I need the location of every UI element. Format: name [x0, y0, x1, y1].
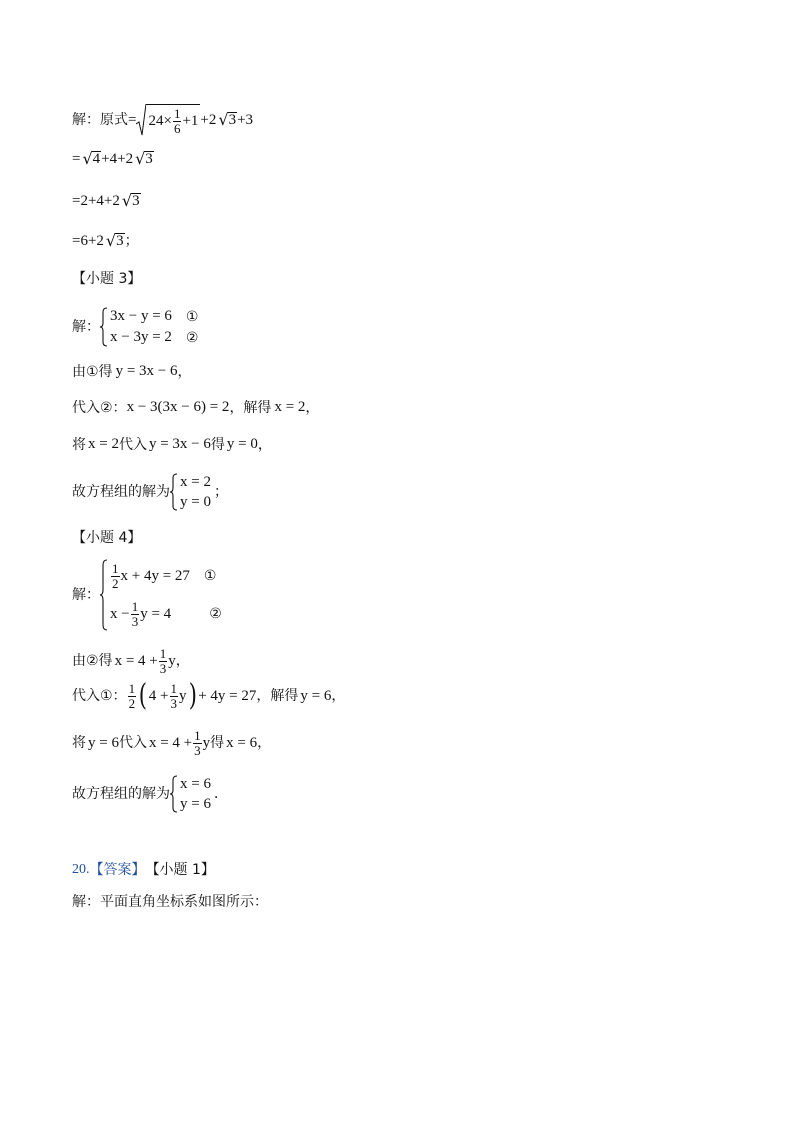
sqrt-expression [122, 193, 141, 209]
radical-expression [136, 104, 200, 136]
math-expression: x = 6 [226, 734, 258, 751]
step-text: 将 [72, 436, 86, 453]
math-expression: x = 2 [88, 436, 119, 452]
math-term: +3 [237, 111, 254, 128]
step-text: 得 [210, 436, 225, 453]
math-expression: x − 3(3x − 6) = 2 [126, 399, 230, 415]
sqrt-expression [218, 112, 237, 128]
punctuation: ； [213, 484, 228, 500]
step-text: 代入 [118, 436, 147, 453]
step-label: 解： [72, 319, 100, 335]
s3-step-2 [72, 400, 319, 415]
punctuation: ， [177, 363, 192, 380]
step-text: 故方程组的解为 [72, 786, 170, 802]
radicand: 3 [116, 233, 124, 249]
punctuation: ， [257, 735, 272, 752]
sqrt-expression [106, 233, 125, 249]
numerator: 1 [131, 598, 139, 614]
left-brace-icon [170, 473, 178, 511]
system-4 [72, 559, 222, 631]
fraction [131, 600, 140, 628]
fraction [170, 682, 179, 710]
equation-marker: ① [203, 568, 217, 584]
sqrt-expression [82, 151, 101, 167]
solution-row: x = 6 [180, 775, 211, 792]
radical-sign-icon: √ [121, 191, 133, 210]
step-text: 由②得 [72, 653, 113, 670]
left-paren-icon: ( [138, 678, 148, 713]
math-term: =2+4+2 [72, 192, 120, 209]
left-brace-icon [100, 559, 108, 631]
step-text: 将 [72, 735, 86, 752]
step-line-2 [72, 151, 154, 167]
step-line-4 [72, 233, 139, 249]
numerator: 1 [170, 680, 177, 696]
step-text: 代入①： [72, 688, 127, 704]
s3-step-1 [72, 364, 191, 379]
denominator: 6 [173, 121, 181, 136]
s3-step-3 [72, 437, 272, 452]
denominator: 3 [159, 660, 167, 676]
math-expression: 4 + [148, 687, 169, 704]
step-text: 得 [210, 735, 225, 752]
denominator: 2 [128, 695, 136, 711]
math-expression: y [168, 652, 176, 669]
denominator: 3 [194, 742, 201, 758]
step-text: ，解得 [229, 399, 272, 416]
solution-system [170, 472, 211, 512]
equals-sign: = [128, 111, 137, 128]
math-expression: y = 0 [226, 436, 258, 452]
right-paren-icon: ) [188, 678, 197, 713]
s4-step-3 [72, 729, 271, 757]
solution-system [170, 774, 211, 814]
math-expression: x = 2 [274, 399, 306, 415]
radicand: 3 [145, 151, 153, 167]
equation-marker: ② [185, 329, 199, 346]
radical-sign-icon [136, 104, 146, 136]
s3-solution [72, 472, 228, 512]
math-expression: y [202, 734, 211, 751]
equation-row: x − 3y = 2 [110, 329, 172, 345]
fraction [111, 562, 120, 590]
step-text: 代入 [118, 735, 147, 752]
step-line-1 [72, 104, 253, 136]
sqrt-expression [135, 151, 154, 167]
math-expression: y = 6 [300, 687, 332, 704]
solution-row: y = 6 [180, 795, 211, 812]
equation-marker: ② [209, 606, 222, 622]
question-number: 20. [72, 862, 90, 877]
denominator: 2 [112, 575, 119, 591]
s4-solution [72, 774, 228, 814]
radicand: 4 [92, 151, 101, 167]
radical-sign-icon: √ [135, 149, 146, 168]
math-term: =6+2 [72, 232, 104, 249]
radicand-term: 24× [148, 113, 172, 129]
question-20-line: 解：平面直角坐标系如图所示： [72, 894, 268, 910]
solution-row: y = 0 [180, 493, 211, 510]
fraction [173, 107, 182, 135]
equation-row: x − [110, 605, 130, 622]
subquestion-1-heading: 【小题 1】 [145, 862, 215, 878]
subquestion-3-heading: 【小题 3】 [72, 271, 142, 287]
fraction [193, 729, 202, 757]
denominator: 3 [131, 613, 139, 629]
solution-row: x = 2 [180, 473, 211, 490]
math-expression: + 4y = 27 [198, 687, 257, 704]
subquestion-4-heading: 【小题 4】 [72, 530, 142, 546]
math-term: +2 [200, 111, 217, 128]
step-text: ，解得 [256, 688, 299, 704]
fraction [128, 682, 137, 710]
equation-marker: ① [185, 308, 199, 325]
equation-row: x + 4y = 27 [120, 567, 190, 584]
punctuation: ， [331, 688, 346, 704]
step-text: 故方程组的解为 [72, 484, 170, 500]
left-brace-icon [100, 307, 108, 347]
denominator: 3 [170, 695, 177, 711]
math-expression: y [179, 687, 187, 704]
equation-system [100, 559, 222, 631]
answer-label: 【答案】 [89, 862, 146, 878]
punctuation: ， [305, 399, 320, 416]
radical-sign-icon: √ [105, 231, 117, 250]
equation-row: 3x − y = 6 [110, 308, 172, 324]
punctuation: ， [175, 653, 190, 670]
math-expression: y = 3x − 6 [148, 436, 211, 452]
step-label: 解： [72, 587, 100, 603]
s4-step-1 [72, 647, 190, 675]
numerator: 1 [159, 646, 167, 661]
numerator: 1 [173, 106, 181, 122]
math-expression: x = 4 + [114, 652, 158, 669]
radicand-term: +1 [182, 113, 199, 129]
equation-system [100, 306, 198, 348]
system-3 [72, 306, 198, 348]
radicand: 3 [132, 193, 140, 209]
left-brace-icon [170, 775, 178, 813]
equation-row: y = 4 [140, 605, 172, 622]
radical-sign-icon: √ [218, 110, 229, 129]
step-text: 代入②： [72, 399, 127, 416]
math-expression: y = 6 [88, 734, 119, 751]
equals-sign: = [72, 150, 81, 167]
step-line-3 [72, 193, 141, 209]
radicand: 3 [228, 112, 237, 128]
math-expression: y = 3x − 6 [115, 363, 178, 379]
numerator: 1 [128, 680, 136, 696]
math-expression: x = 4 + [148, 734, 193, 751]
radical-sign-icon: √ [82, 149, 93, 168]
punctuation: ， [257, 436, 272, 453]
question-20-heading [72, 863, 215, 877]
step-text: 由①得 [72, 363, 113, 380]
numerator: 1 [194, 728, 201, 743]
punctuation: ； [124, 233, 139, 249]
fraction [159, 647, 168, 675]
numerator: 1 [112, 560, 119, 576]
punctuation: ． [213, 786, 228, 802]
s4-step-2 [72, 678, 346, 713]
math-term: +4+2 [101, 150, 134, 167]
step-label: 解：原式 [72, 112, 128, 128]
